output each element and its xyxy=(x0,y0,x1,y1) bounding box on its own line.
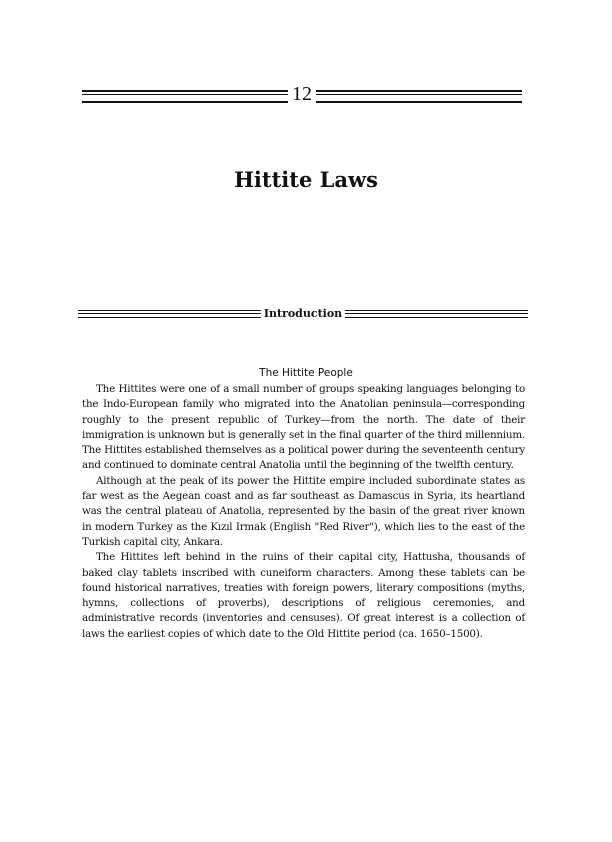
subheading: The Hittite People xyxy=(259,367,353,379)
chapter-number-rule xyxy=(82,84,522,106)
paragraph: The Hittites left behind in the ruins of their capital city, Hattusha, thousands of baked clay tablets inscribed with cuneiform characters. Among these tablets can be found historical narratives, treaties with foreign powers, literary compositions (myths, hymns, collections of proverbs), descriptions of religious ceremonies, and administrative records (inventories and censuses). Of great interest is a collection of laws the earliest copies of which date to the Old Hittite period (ca. 1650–1500). xyxy=(82,551,525,640)
section-rule xyxy=(78,305,528,323)
paragraph: The Hittites were one of a small number of groups speaking languages belonging to the Indo-European family who migrated into the Anatolian peninsula—corresponding roughly to the present republic of Turkey—from the north. The date of their immigration is unknown but is generally set in the final quarter of the third millennium. The Hittites established themselves as a political power during the seventeenth century and continued to dominate central Anatolia until the beginning of the twelfth century. xyxy=(82,383,525,472)
chapter-number: 12 xyxy=(288,83,316,105)
section-title: Introduction xyxy=(261,305,345,322)
chapter-title: Hittite Laws xyxy=(234,167,378,192)
body-text xyxy=(82,382,525,642)
paragraph: Although at the peak of its power the Hittite empire included subordinate states as far west as the Aegean coast and as far southeast as Damascus in Syria, its heartland was the central plateau of Anatolia, represented by the basin of the great river known in modern Turkey as the Kızıl Irmak (English "Red River"), which lies to the east of the Turkish capital city, Ankara. xyxy=(82,474,525,548)
